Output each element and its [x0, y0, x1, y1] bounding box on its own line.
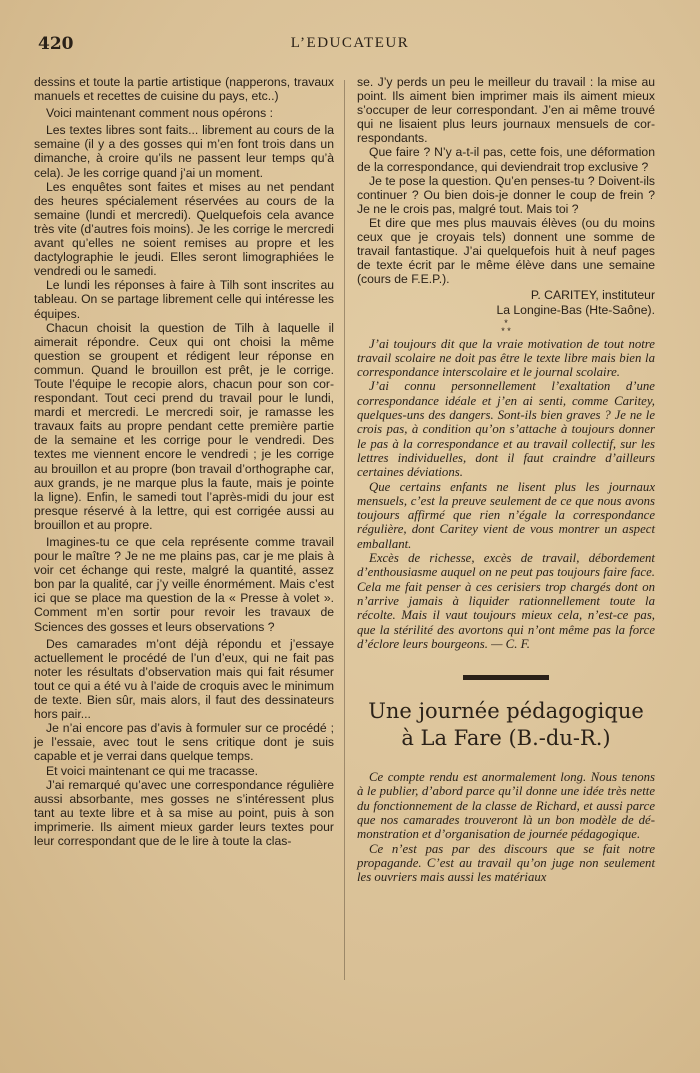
paragraph: Que faire ? N’y a-t-il pas, cette fois, une déformation de la correspondance, qui deviendrait trop exclusive ? [357, 145, 655, 174]
separator-bottom-stars: * * [501, 325, 511, 336]
section-divider [463, 675, 549, 680]
paragraph: Je te pose la question. Qu’en penses-tu ? Doivent-ils continuer ? Ou bien dois-je donner le coup de frein ? Je ne le crois pas, malgré tout. Mais toi ? [357, 173, 655, 216]
paragraph: Voici maintenant comment nous opérons : [46, 106, 273, 121]
paragraph: Imagines-tu ce que cela représente comme travail pour le maître ? Je ne me plains pas, car je me plais à voir cet échange qui reste, malgré la quantité, assez bon par la qualité, car j’y veille énormément. Mais c’est ici que se place ma question de la « Presse à volet ». Comment m’en sortir pour revoir les travaux de Sciences des gosses et leurs observations ? [34, 535, 334, 634]
page-header [30, 30, 670, 58]
article-title-line: Une journée pédagogique [368, 699, 644, 724]
paragraph: Je n’ai encore pas d’avis à formuler sur ce procédé ; je l’essaie, avec tout le sens critique dont je suis capable et je verrai dans quelque temps. [34, 721, 334, 764]
left-column [34, 75, 334, 848]
column-divider [344, 80, 345, 980]
separator [357, 319, 655, 335]
note-paragraph: Excès de richesse, excès de travail, débordement d’enthousiasme auquel on ne peut pas toujours faire face. Cela me fait penser à ces cerisiers trop chargés dont on n’arrive jamais à liquider rationnellement toute la récolte. Mais il vaut toujours mieux cela, n’est-ce pas, que la stérilité des avortons qui n’ont même pas la force d’éclore leurs bourgeons. — C. F. [357, 551, 655, 651]
running-title: L’EDUCATEUR [290, 35, 410, 51]
paragraph: se. J’y perds un peu le meilleur du travail : la mise au point. Ils aiment bien imprimer mais ils aiment mieux s’occuper de leur correspondant. J’en ai même trouvé qui ne lisaient plus leurs journaux mensuels de correspondants. [357, 75, 655, 146]
paragraph: Le lundi les réponses à faire à Tilh sont inscrites au tableau. On se partage librement celle qui intéresse les équipes. [34, 278, 334, 321]
right-column [357, 75, 655, 885]
note-paragraph: Que certains enfants ne lisent plus les journaux mensuels, c’est la preuve seulement de ce que nous avons toujours affirmé que rien n’égale la correspondance régulière, dont Caritey vient de vous montrer un aspect emballant. [357, 479, 655, 551]
paragraph: dessins et toute la partie artistique (napperons, travaux manuels et recettes de cuisine du pays, etc..) [34, 75, 334, 104]
note-paragraph: J’ai connu personnellement l’exaltation d’une correspondance idéale et j’en ai senti, comme Caritey, quelques-uns des dangers. Sont-ils bien graves ? Je ne le crois pas, à condition qu’on s’attache à toujours donner le pas à la correspondance et au travail collectif, sur les lettres individuelles, dont il faut craindre d’ailleurs certaines déviations. [357, 379, 655, 480]
article-title-line: à La Fare (B.-du-R.) [401, 726, 611, 751]
paragraph: Des camarades m’ont déjà répondu et j’essaye actuellement le procédé de l’un d’eux, qui ne fait pas noter les résultats d’observation mais qui fait résumer tout ce qui a été vu à l’aide de croquis avec le minimum de texte. Bien sûr, mais alors, il faut des dessinateurs hors pair... [34, 636, 334, 722]
editor-note [357, 337, 655, 652]
intro-paragraph: Ce compte rendu est anormalement long. Nous tenons à le publier, d’abord parce qu’il donne une idée très nette du fonctionnement de la classe de Richard, et aussi parce que nos camarades trouveront là un bon modèle de démonstration et d’organisation de journée pédagogique. [357, 770, 655, 842]
paragraph: J’ai remarqué qu’avec une correspondance régulière aussi absorbante, mes gosses ne s’intéressent plus tant au texte libre et à sa mise au point, puis à son imprimerie. Ils aiment mieux garder leurs textes pour leur correspondant que de le lire à toute la clas- [34, 777, 334, 848]
signature-place: La Longine-Bas (Hte-Saône). [496, 302, 655, 317]
paragraph: Les enquêtes sont faites et mises au net pendant des heures spécialement réservées au cours de la semaine (lundi et mercredi). Quelquefois cela avance très vite (d’autres fois moins). Je les corrige le mercredi avant qu’elles ne soient remises au propre et les dactylographie le jeudi. Elles seront limographiées le vendredi ou le samedi. [34, 179, 334, 279]
article-title [357, 698, 655, 752]
paragraph: Et voici maintenant ce qui me tracasse. [46, 763, 259, 778]
page-number: 420 [38, 34, 74, 54]
note-paragraph: J’ai toujours dit que la vraie motivation de tout notre travail scolaire ne doit pas être le texte libre mais bien la correspondance interscolaire et le journal scolaire. [357, 336, 655, 380]
article-intro [357, 770, 655, 884]
paragraph: Et dire que mes plus mauvais élèves (ou du moins ceux que je croyais tels) donnent une somme de travail fantastique. J’ai quelquefois huit à neuf pages de texte écrit par le même élève dans une semaine (cours de F.E.P.). [357, 215, 655, 287]
intro-paragraph: Ce n’est pas par des discours que se fait notre propagande. C’est au travail qu’on juge non seulement les ouvriers mais aussi les matériaux [357, 841, 655, 885]
separator-top-star: * [504, 317, 508, 328]
paragraph: Les textes libres sont faits... librement au cours de la semaine (il y a des gosses qui m’en font trois dans un dimanche, à croire qu’ils ne passent leur temps qu’à cela). Je les corrige quand j’ai un moment. [34, 123, 334, 180]
paragraph: Chacun choisit la question de Tilh à laquelle il aimerait répondre. Ceux qui ont choisi la même question se groupent et rédigent leur réponse en commun. Quand le brouillon est prêt, je le corrige. Toute l’équipe le recopie alors, chacun pour son correspondant. Tout ceci prend du travail pour le lundi, mardi et mercredi. Le mercredi soir, je ramasse les travaux faits au propre pendant cette première partie de la semaine et les corrige pour le vendredi. Des textes me viennent encore le vendredi ; je les corrige au brouillon et au propre (bon travail d’orthographe car, aux grands, je ne marque plus la faute, mais je pointe la ligne). Enfin, le samedi tout l’après-midi du jour est presque réservé à la lettre, qui est corrigée aussi au brouillon et au propre. [34, 320, 334, 532]
signature-name: P. CARITEY, instituteur [530, 288, 655, 303]
signature [357, 288, 655, 316]
